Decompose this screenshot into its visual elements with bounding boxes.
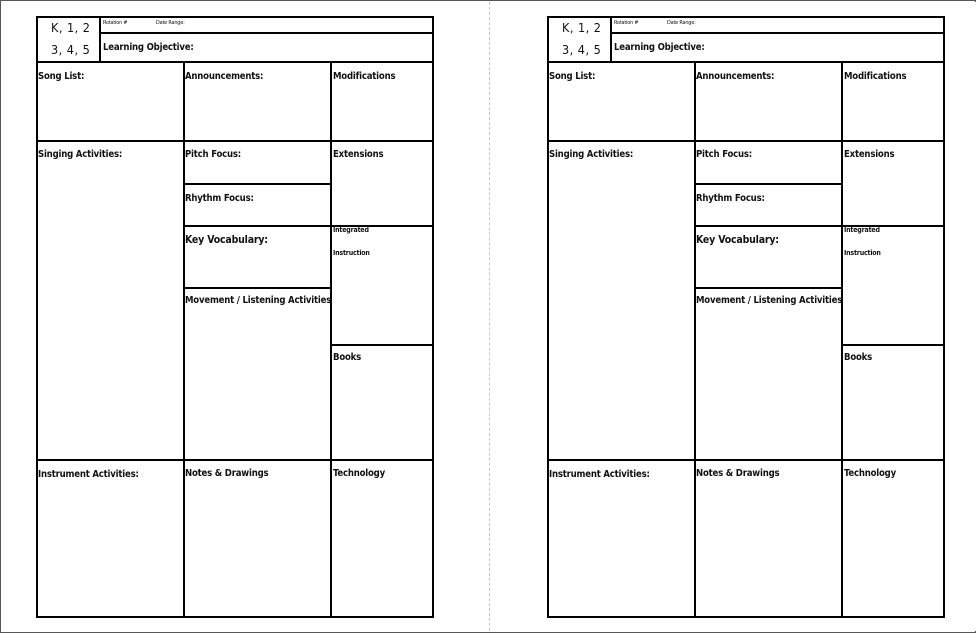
technology-label: Technology (844, 468, 896, 479)
movement-listening-label: Movement / Listening Activities (696, 295, 843, 306)
instrument-activities-label: Instrument Activities: (38, 469, 139, 480)
instruction-label: Instruction (844, 249, 881, 257)
announcements-label: Announcements: (696, 71, 775, 82)
rhythm-focus-label: Rhythm Focus: (696, 193, 765, 204)
instruction-label: Instruction (333, 249, 370, 257)
grades-line-2: 3, 4, 5 (562, 42, 602, 57)
planner-page-left (2, 2, 489, 631)
integrated-label: Integrated (844, 226, 880, 234)
modifications-label: Modifications (333, 71, 396, 82)
notes-drawings-label: Notes & Drawings (185, 468, 269, 479)
planner-page-right (489, 2, 976, 631)
modifications-label: Modifications (844, 71, 907, 82)
instrument-activities-label: Instrument Activities: (549, 469, 650, 480)
extensions-label: Extensions (333, 149, 384, 160)
date-range-label: Date Range: (156, 20, 185, 26)
singing-activities-label: Singing Activities: (38, 149, 123, 160)
rotation-label: Rotation # (103, 20, 128, 26)
pitch-focus-label: Pitch Focus: (185, 149, 241, 160)
extensions-label: Extensions (844, 149, 895, 160)
pitch-focus-label: Pitch Focus: (696, 149, 752, 160)
song-list-label: Song List: (549, 71, 596, 82)
notes-drawings-label: Notes & Drawings (696, 468, 780, 479)
books-label: Books (844, 352, 873, 363)
movement-listening-label: Movement / Listening Activities (185, 295, 332, 306)
announcements-label: Announcements: (185, 71, 264, 82)
learning-objective-label: Learning Objective: (614, 42, 705, 53)
rhythm-focus-label: Rhythm Focus: (185, 193, 254, 204)
date-range-label: Date Range: (667, 20, 696, 26)
grades-line-2: 3, 4, 5 (51, 42, 91, 57)
song-list-label: Song List: (38, 71, 85, 82)
grades-line-1: K, 1, 2 (51, 20, 91, 35)
technology-label: Technology (333, 468, 385, 479)
learning-objective-label: Learning Objective: (103, 42, 194, 53)
grades-line-1: K, 1, 2 (562, 20, 602, 35)
books-label: Books (333, 352, 362, 363)
rotation-label: Rotation # (614, 20, 639, 26)
integrated-label: Integrated (333, 226, 369, 234)
key-vocabulary-label: Key Vocabulary: (696, 234, 779, 246)
singing-activities-label: Singing Activities: (549, 149, 634, 160)
key-vocabulary-label: Key Vocabulary: (185, 234, 268, 246)
